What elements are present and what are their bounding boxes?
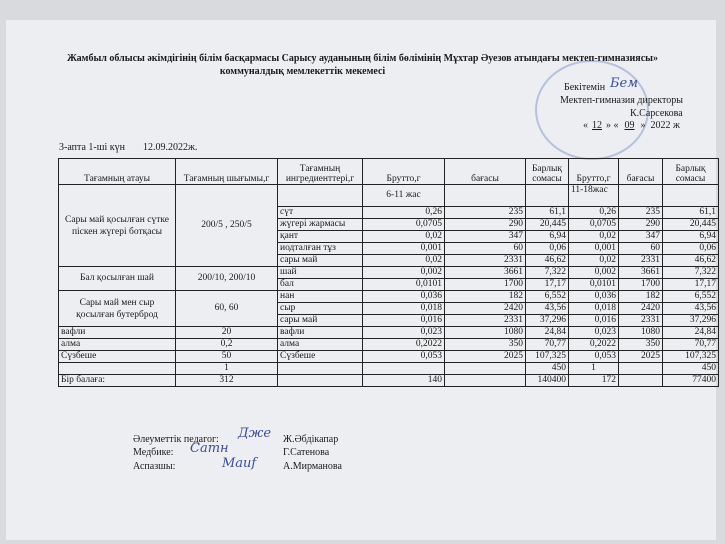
signature-name-nurse: Г.Сатенова bbox=[283, 447, 330, 458]
table-row bbox=[59, 327, 719, 339]
brutto-cell: 0,0705 bbox=[363, 219, 445, 231]
col-brutto: Брутто,г bbox=[363, 159, 445, 185]
price-2-cell: 2331 bbox=[619, 255, 663, 267]
brutto-cell: 0,02 bbox=[363, 255, 445, 267]
total-2-cell: 37,296 bbox=[663, 315, 719, 327]
total-2-cell: 7,322 bbox=[663, 267, 719, 279]
ingredient-cell: сыр bbox=[278, 303, 363, 315]
subtotal-row bbox=[59, 363, 719, 375]
approval-date: « 12 » « 09 » 2022 ж bbox=[583, 120, 680, 131]
age-group-row bbox=[59, 185, 719, 207]
total-cell: 107,325 bbox=[526, 351, 569, 363]
price-cell: 2331 bbox=[445, 315, 526, 327]
brutto-cell: 0,2022 bbox=[363, 339, 445, 351]
table-header-row bbox=[59, 159, 719, 185]
approval-date-year: 2022 ж bbox=[650, 120, 680, 131]
total-cell: 46,62 bbox=[526, 255, 569, 267]
price-cell: 2025 bbox=[445, 351, 526, 363]
price-2-cell: 1700 bbox=[619, 279, 663, 291]
price-2-cell: 290 bbox=[619, 219, 663, 231]
brutto-cell: 0,26 bbox=[363, 207, 445, 219]
total-2-cell: 20,445 bbox=[663, 219, 719, 231]
total-cell: 61,1 bbox=[526, 207, 569, 219]
total-cell: 6,552 bbox=[526, 291, 569, 303]
nurse-signature: Сатн bbox=[190, 441, 229, 456]
price-2-cell: 182 bbox=[619, 291, 663, 303]
price-2-cell: 60 bbox=[619, 243, 663, 255]
brutto-2-cell: 0,02 bbox=[569, 231, 619, 243]
col-dish: Тағамның атауы bbox=[59, 159, 176, 185]
dish-cell: вафли bbox=[59, 327, 176, 339]
subtotal-total-2: 450 bbox=[663, 363, 719, 375]
ingredient-cell: сүт bbox=[278, 207, 363, 219]
price-cell: 3661 bbox=[445, 267, 526, 279]
ingredient-cell: алма bbox=[278, 339, 363, 351]
yield-cell: 200/10, 200/10 bbox=[176, 267, 278, 291]
brutto-cell: 0,053 bbox=[363, 351, 445, 363]
brutto-cell: 0,02 bbox=[363, 231, 445, 243]
age-young: 6-11 жас bbox=[363, 185, 445, 207]
menu-date: 12.09.2022ж. bbox=[143, 142, 198, 153]
brutto-2-cell: 0,2022 bbox=[569, 339, 619, 351]
header-line-2: коммуналдық мемлекеттік мекемесі bbox=[219, 66, 386, 77]
total-2-cell: 0,06 bbox=[663, 243, 719, 255]
brutto-cell: 0,023 bbox=[363, 327, 445, 339]
total-cell: 24,84 bbox=[526, 327, 569, 339]
total-cell: 0,06 bbox=[526, 243, 569, 255]
per-child-row bbox=[59, 375, 719, 387]
total-cell: 43,56 bbox=[526, 303, 569, 315]
per-child-brutto-2: 172 bbox=[569, 375, 619, 387]
approval-date-day: 12 bbox=[592, 120, 602, 131]
price-2-cell: 1080 bbox=[619, 327, 663, 339]
brutto-cell: 0,001 bbox=[363, 243, 445, 255]
col-price-2: бағасы bbox=[619, 159, 663, 185]
price-cell: 2331 bbox=[445, 255, 526, 267]
approval-position: Мектеп-гимназия директоры bbox=[560, 95, 683, 106]
price-2-cell: 2025 bbox=[619, 351, 663, 363]
per-child-yield: 312 bbox=[176, 375, 278, 387]
brutto-cell: 0,002 bbox=[363, 267, 445, 279]
yield-cell: 200/5 , 250/5 bbox=[176, 185, 278, 267]
total-2-cell: 24,84 bbox=[663, 327, 719, 339]
price-2-cell: 350 bbox=[619, 339, 663, 351]
ingredient-cell: шай bbox=[278, 267, 363, 279]
ingredient-cell: сары май bbox=[278, 255, 363, 267]
total-cell: 70,77 bbox=[526, 339, 569, 351]
per-child-brutto: 140 bbox=[363, 375, 445, 387]
per-child-total: 140400 bbox=[526, 375, 569, 387]
table-row bbox=[59, 267, 719, 279]
dish-cell: алма bbox=[59, 339, 176, 351]
total-2-cell: 61,1 bbox=[663, 207, 719, 219]
subtotal-total: 450 bbox=[526, 363, 569, 375]
dish-cell: Сары май мен сыр қосылған бутерброд bbox=[59, 291, 176, 327]
price-cell: 1080 bbox=[445, 327, 526, 339]
brutto-2-cell: 0,0705 bbox=[569, 219, 619, 231]
table-row bbox=[59, 351, 719, 363]
ingredient-cell: нан bbox=[278, 291, 363, 303]
subtotal-count-2: 1 bbox=[569, 363, 619, 375]
table-row bbox=[59, 291, 719, 303]
total-2-cell: 17,17 bbox=[663, 279, 719, 291]
approval-label: Бекітемін bbox=[564, 82, 606, 93]
menu-table bbox=[58, 158, 719, 387]
table-row bbox=[59, 339, 719, 351]
cook-signature: Маиf bbox=[222, 456, 257, 471]
brutto-2-cell: 0,002 bbox=[569, 267, 619, 279]
yield-cell: 50 bbox=[176, 351, 278, 363]
col-ingredients: Тағамның ингредиенттері,г bbox=[278, 159, 363, 185]
yield-cell: 60, 60 bbox=[176, 291, 278, 327]
col-price: бағасы bbox=[445, 159, 526, 185]
price-2-cell: 235 bbox=[619, 207, 663, 219]
total-cell: 37,296 bbox=[526, 315, 569, 327]
pedagogue-signature: Дже bbox=[238, 426, 272, 441]
ingredient-cell: иодталған тұз bbox=[278, 243, 363, 255]
total-cell: 7,322 bbox=[526, 267, 569, 279]
header-line-1: Жамбыл облысы әкімдігінің білім басқармасы Сарысу ауданының білім бөлімінің Мұхтар Әуезов атындағы мектеп-гимназиясы» bbox=[67, 53, 658, 64]
brutto-2-cell: 0,036 bbox=[569, 291, 619, 303]
signature-name-pedagogue: Ж.Әбдікапар bbox=[283, 434, 339, 445]
total-2-cell: 43,56 bbox=[663, 303, 719, 315]
brutto-cell: 0,018 bbox=[363, 303, 445, 315]
subtotal-count: 1 bbox=[176, 363, 278, 375]
price-cell: 2420 bbox=[445, 303, 526, 315]
approval-director: К.Сарсекова bbox=[630, 108, 683, 119]
price-2-cell: 2420 bbox=[619, 303, 663, 315]
yield-cell: 0,2 bbox=[176, 339, 278, 351]
price-cell: 182 bbox=[445, 291, 526, 303]
col-yield: Тағамның шығымы,г bbox=[176, 159, 278, 185]
signature-role-pedagogue: Әлеуметтік педагог: bbox=[133, 434, 219, 445]
brutto-2-cell: 0,26 bbox=[569, 207, 619, 219]
dish-cell: Бал қосылған шай bbox=[59, 267, 176, 291]
brutto-2-cell: 0,023 bbox=[569, 327, 619, 339]
dish-cell: Сүзбеше bbox=[59, 351, 176, 363]
ingredient-cell: вафли bbox=[278, 327, 363, 339]
per-child-total-2: 77400 bbox=[663, 375, 719, 387]
brutto-2-cell: 0,001 bbox=[569, 243, 619, 255]
total-cell: 20,445 bbox=[526, 219, 569, 231]
total-cell: 6,94 bbox=[526, 231, 569, 243]
price-cell: 290 bbox=[445, 219, 526, 231]
brutto-cell: 0,036 bbox=[363, 291, 445, 303]
price-2-cell: 3661 bbox=[619, 267, 663, 279]
price-cell: 347 bbox=[445, 231, 526, 243]
director-signature: Бем bbox=[610, 76, 639, 91]
brutto-2-cell: 0,053 bbox=[569, 351, 619, 363]
ingredient-cell: Сүзбеше bbox=[278, 351, 363, 363]
per-child-label: Бір балаға: bbox=[59, 375, 176, 387]
dish-cell: Сары май қосылған сүтке піскен жүгері ботқасы bbox=[59, 185, 176, 267]
yield-cell: 20 bbox=[176, 327, 278, 339]
ingredient-cell: жүгері жармасы bbox=[278, 219, 363, 231]
approval-date-month: 09 bbox=[624, 120, 635, 131]
signature-name-cook: А.Мирманова bbox=[283, 461, 342, 472]
price-2-cell: 2331 bbox=[619, 315, 663, 327]
signature-role-cook: Аспазшы: bbox=[133, 461, 176, 472]
total-2-cell: 46,62 bbox=[663, 255, 719, 267]
brutto-cell: 0,016 bbox=[363, 315, 445, 327]
price-cell: 235 bbox=[445, 207, 526, 219]
age-old: 11-18жас bbox=[569, 185, 619, 207]
ingredient-cell: сары май bbox=[278, 315, 363, 327]
total-2-cell: 6,94 bbox=[663, 231, 719, 243]
brutto-2-cell: 0,02 bbox=[569, 255, 619, 267]
week-day: 3-апта 1-ші күн bbox=[59, 142, 125, 153]
total-2-cell: 107,325 bbox=[663, 351, 719, 363]
signature-role-nurse: Медбике: bbox=[133, 447, 174, 458]
price-cell: 1700 bbox=[445, 279, 526, 291]
total-2-cell: 6,552 bbox=[663, 291, 719, 303]
col-total: Барлық сомасы bbox=[526, 159, 569, 185]
price-cell: 60 bbox=[445, 243, 526, 255]
total-2-cell: 70,77 bbox=[663, 339, 719, 351]
price-2-cell: 347 bbox=[619, 231, 663, 243]
col-total-2: Барлық сомасы bbox=[663, 159, 719, 185]
brutto-2-cell: 0,016 bbox=[569, 315, 619, 327]
brutto-cell: 0,0101 bbox=[363, 279, 445, 291]
col-brutto-2: Брутто,г bbox=[569, 159, 619, 185]
ingredient-cell: қант bbox=[278, 231, 363, 243]
ingredient-cell: бал bbox=[278, 279, 363, 291]
brutto-2-cell: 0,0101 bbox=[569, 279, 619, 291]
total-cell: 17,17 bbox=[526, 279, 569, 291]
price-cell: 350 bbox=[445, 339, 526, 351]
brutto-2-cell: 0,018 bbox=[569, 303, 619, 315]
